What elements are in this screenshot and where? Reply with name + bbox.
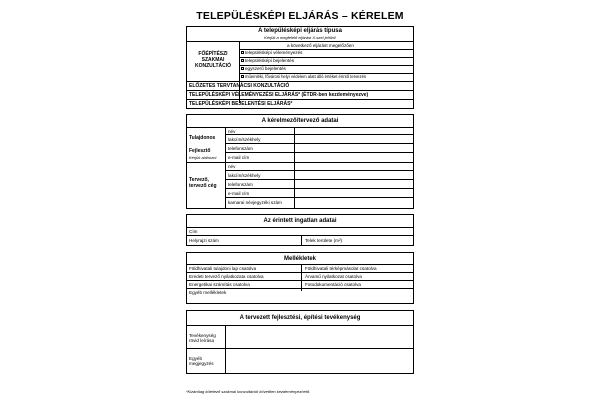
activity-section xyxy=(186,310,414,374)
owner-field-phone: telefonszám xyxy=(228,146,253,151)
designer-field-name: név xyxy=(228,164,236,169)
activity-remarks-label-1: Egyéb xyxy=(189,356,203,361)
owner-field-name: név xyxy=(228,129,236,134)
activity-header: A tervezett fejlesztési, építési tevékenység xyxy=(239,315,361,321)
applicant-header: A kérelmező/tervező adatai xyxy=(261,118,339,124)
checkbox-option-4[interactable] xyxy=(241,75,244,78)
attachment-left-1[interactable]: Földhivatali tulajdoni lap csatolva xyxy=(189,266,257,271)
checkbox-option-2[interactable] xyxy=(241,59,244,62)
option-2-label: településképi bejelentés xyxy=(245,58,295,63)
attachment-other-label: Egyéb mellékletek xyxy=(189,290,227,295)
standalone-option-1[interactable]: ELŐZETES TERVTANÁCSI KONZULTÁCIÓ xyxy=(189,83,290,89)
procedure-type-subheader: Kérjük a megfelelő eljárást X-szel jelölni! xyxy=(264,35,336,40)
footnote: *Kizárólag kötelező szakmai konzultációt követően kezdeményezhető. xyxy=(186,389,311,394)
designer-label: Tervező, tervező cég xyxy=(189,177,217,189)
attachment-left-3[interactable]: Energetikai számítás csatolva xyxy=(189,282,250,287)
standalone-option-3[interactable]: TELEPÜLÉSKÉPI BEJELENTÉSI ELJÁRÁS* xyxy=(189,101,293,107)
activity-description-label-1: Tevékenység xyxy=(189,333,216,338)
designer-field-phone: telefonszám xyxy=(228,182,253,187)
attachment-left-2[interactable]: Eredeti tervező nyilatkozata csatolva xyxy=(189,274,264,279)
page-title: TELEPÜLÉSKÉPI ELJÁRÁS – KÉRELEM xyxy=(196,10,404,22)
owner-field-email: e-mail cím xyxy=(228,155,250,160)
activity-description-label-2: rövid leírása xyxy=(189,338,215,343)
property-lot-label: Helyrajzi szám xyxy=(189,238,219,243)
attachment-right-1[interactable]: Földhivatali térképmásolat csatolva xyxy=(305,266,377,271)
property-section xyxy=(186,214,414,246)
procedure-type-section xyxy=(186,26,414,109)
property-header: Az érintett ingatlan adatai xyxy=(263,218,337,224)
developer-label: Fejlesztő xyxy=(189,148,211,154)
developer-note: Kérjük aláhúzni xyxy=(189,155,217,160)
attachments-section xyxy=(186,252,414,304)
activity-remarks-label-2: megjegyzés xyxy=(189,361,214,366)
designer-field-chamber-number: kamarai névjegyzéki szám xyxy=(228,200,282,205)
checkbox-option-1[interactable] xyxy=(241,51,244,54)
standalone-option-2[interactable]: TELEPÜLÉSKÉPI VÉLEMÉNYEZÉSI ELJÁRÁS* (ÉTDR-ben kezdeményezve) xyxy=(189,92,369,98)
attachments-header: Mellékletek xyxy=(283,256,317,262)
option-heading: a következő eljárást megelőzően xyxy=(287,43,354,48)
designer-field-address: lakcím/székhely xyxy=(228,173,261,178)
procedure-type-header: A településképi eljárás típusa xyxy=(258,28,342,34)
attachment-right-2[interactable]: Árvamű nyilatkozat csatolva xyxy=(305,274,362,279)
property-area-label: Telek területe (m²) xyxy=(305,238,343,243)
applicant-section xyxy=(186,114,414,209)
designer-field-email: e-mail cím xyxy=(228,191,250,196)
consultation-group-label: FŐÉPÍTÉSZI SZAKMAI KONZULTÁCIÓ xyxy=(194,51,231,69)
owner-label: Tulajdonos xyxy=(189,135,216,141)
option-1-label: településképi véleményezés xyxy=(245,50,303,55)
attachment-right-3[interactable]: Fotodokumentáció csatolva xyxy=(305,282,361,287)
checkbox-option-3[interactable] xyxy=(241,67,244,70)
property-address-label: Cím xyxy=(189,229,198,234)
option-3-label: egyszerű bejelentés xyxy=(245,66,286,71)
option-4-label: műemléki, fővárosi helyi védelem alatt álló értéket érintő tervezés xyxy=(245,74,367,79)
owner-field-address: lakcím/székhely xyxy=(228,137,261,142)
